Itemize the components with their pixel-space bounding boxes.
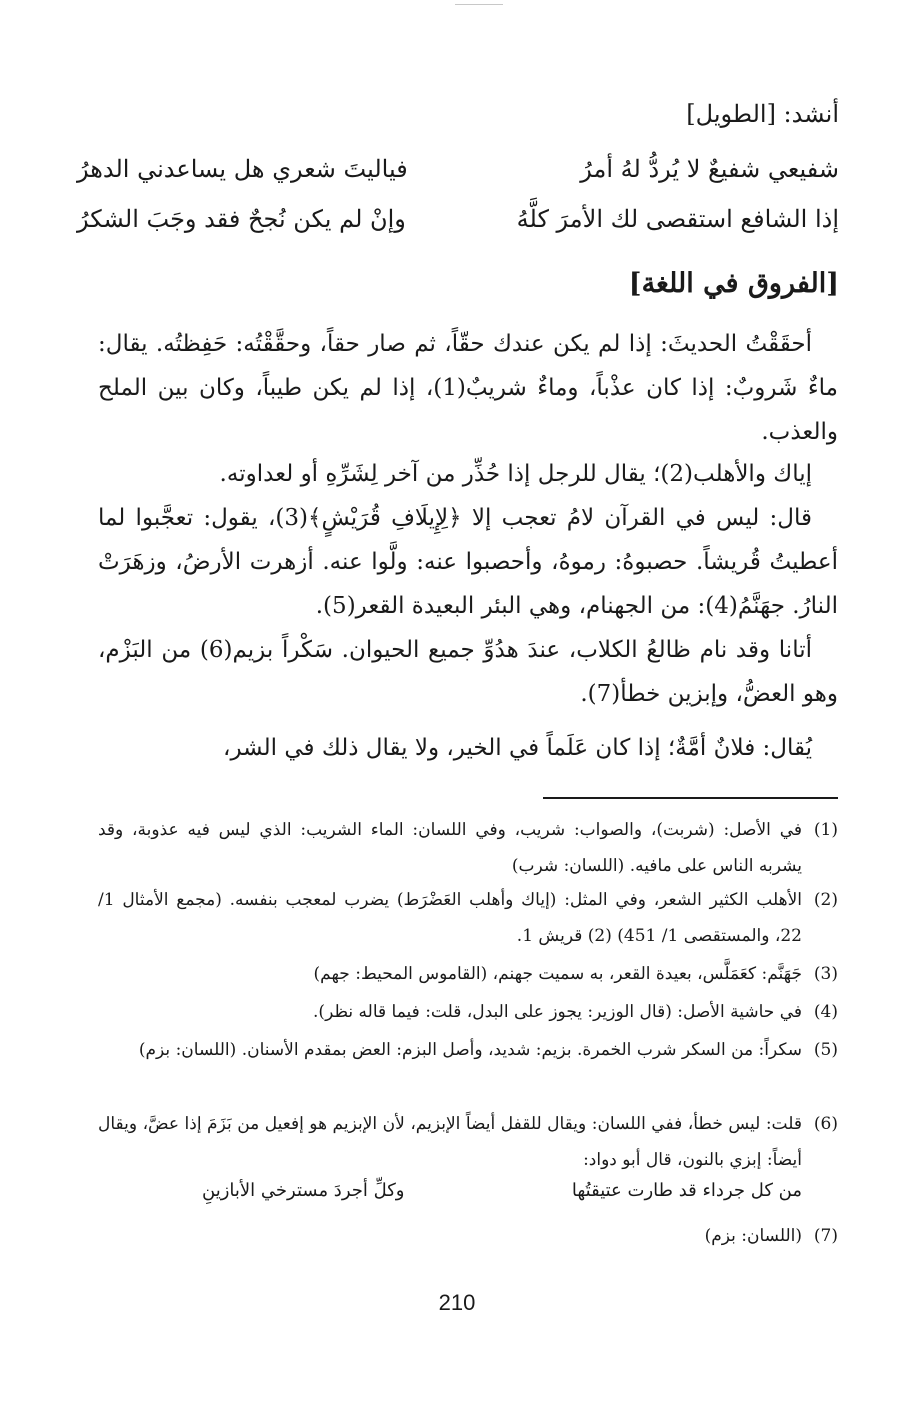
footnote-number: (7) — [813, 1226, 838, 1246]
verse-second-hemistich: فياليتَ شعري هل يساعدني الدهرُ — [77, 155, 408, 183]
footnote-verse — [202, 1180, 802, 1216]
body-paragraph: يُقال: فلانٌ أمَّةٌ؛ إذا كان عَلَماً في الخير، ولا يقال ذلك في الشر، — [223, 735, 812, 761]
footnote-text: الأهلب الكثير الشعر، وفي المثل: (إياك وأهلب العَضْرَط) يضرب لمعجب بنفسه. (مجمع الأمثال 1/ 22، والمستقصى 1/ 451) (2) قريش 1. — [98, 890, 802, 946]
body-paragraph: قال: ليس في القرآن لامُ تعجب إلا ﴿لِإِيلَافِ قُرَيْشٍ﴾(3)، يقول: تعجَّبوا لما أعطيتُ قُريشاً. حصبوهُ: رموهُ، وأحصبوا عنه: ولَّوا عنه. أزهرت الأرضُ، وزهَرَتْ النارُ. جهَنَّمُ(4): من الجهنام، وهي البئر البعيدة القعر(5). — [98, 505, 838, 619]
page-number: 210 — [438, 1290, 476, 1315]
footnote-number: (3) — [813, 964, 838, 984]
body-paragraph: إياك والأهلب(2)؛ يقال للرجل إذا حُذِّر من آخر لِشَرِّهِ أو لعداوته. — [219, 461, 812, 487]
footnote-number: (6) — [813, 1114, 838, 1134]
poem-verse — [77, 205, 839, 245]
verse-first-hemistich: إذا الشافع استقصى لك الأمرَ كلَّهُ — [516, 205, 839, 233]
footnote-text: جَهَنَّم: كعَمَلَّس، بعيدة القعر، به سميت جهنم، (القاموس المحيط: جهم) — [313, 964, 802, 984]
footnote — [98, 1218, 838, 1254]
footnote-number: (2) — [813, 890, 838, 910]
footnote — [98, 956, 838, 992]
section-heading: [الفروق في اللغة] — [628, 268, 839, 299]
verse-first-hemistich: من كل جرداء قد طارت عتيقتُها — [571, 1180, 802, 1201]
verse-second-hemistich: وإنْ لم يكن نُجحٌ فقد وجَبَ الشكرُ — [77, 205, 406, 233]
footnote — [98, 1032, 838, 1068]
poem-verse — [77, 155, 839, 195]
footnote-number: (5) — [813, 1040, 838, 1060]
footnote-separator — [543, 797, 838, 799]
footnote-number: (1) — [813, 820, 838, 840]
footnote-text: (اللسان: بزم) — [704, 1226, 802, 1246]
footnote — [98, 994, 838, 1030]
verse-second-hemistich: وكلِّ أجردَ مسترخي الأبازينِ — [202, 1180, 405, 1201]
poem-intro: أنشد: [الطويل] — [686, 100, 839, 128]
footnote — [98, 812, 838, 884]
footnote-number: (4) — [813, 1002, 838, 1022]
verse-first-hemistich: شفيعي شفيعٌ لا يُردُّ لهُ أمرُ — [580, 155, 839, 183]
body-paragraph: أحقَقْتُ الحديثَ: إذا لم يكن عندك حقّاً، ثم صار حقاً، وحقَّقْتُه: حَفِظتُه. يقال: ماءٌ شَروبٌ: إذا كان عذْباً، وماءٌ شريبٌ(1)، إذا لم يكن طيباً، وكان بين الملح والعذب. — [98, 331, 838, 445]
footnote-text: في الأصل: (شربت)، والصواب: شريب، وفي اللسان: الماء الشريب: الذي ليس فيه عذوبة، وقد يشربه الناس على مافيه. (اللسان: شرب) — [98, 820, 802, 876]
footnote-text: سكراً: من السكر شرب الخمرة. بزيم: شديد، وأصل البزم: العض بمقدم الأسنان. (اللسان: بزم) — [138, 1040, 802, 1060]
top-divider — [455, 4, 503, 5]
footnote — [98, 882, 838, 954]
footnote-text: قلت: ليس خطأ، ففي اللسان: ويقال للقفل أيضاً الإبزيم، لأن الإبزيم هو إفعيل من بَزَمَ إذا عضَّ، ويقال أيضاً: إبزي بالنون، قال أبو دواد: — [98, 1114, 802, 1170]
footnote-text: في حاشية الأصل: (قال الوزير: يجوز على البدل، قلت: فيما قاله نظر). — [313, 1002, 802, 1022]
footnote — [98, 1106, 838, 1178]
body-paragraph: أتانا وقد نام ظالعُ الكلاب، عندَ هدُوِّ جميع الحيوان. سَكْراً بزيم(6) من البَزْم، وهو العضُّ، وإبزين خطأ(7). — [98, 637, 838, 707]
